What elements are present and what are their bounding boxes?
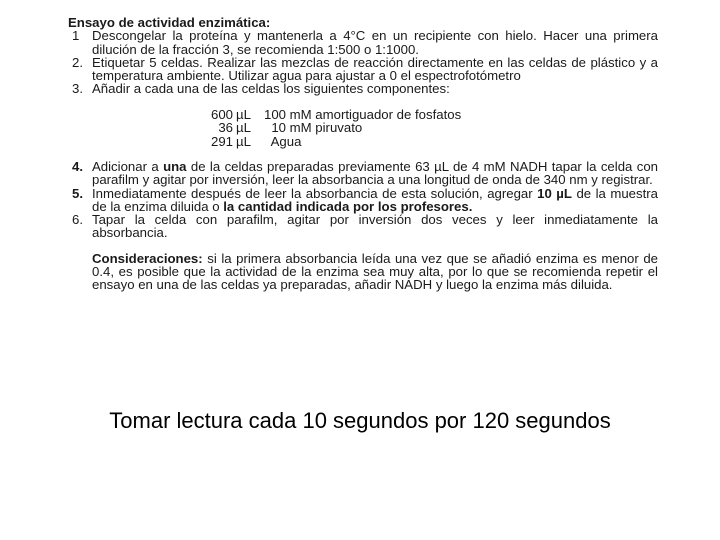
reagent-row <box>195 135 461 148</box>
step-6 <box>68 213 658 240</box>
reagent-amount: 36 <box>218 120 233 136</box>
reagent-unit: µL <box>236 133 251 149</box>
reagent-description: 100 mM amortiguador de fosfatos <box>264 106 462 122</box>
step-1 <box>68 29 658 56</box>
step-text-mid: de la muestra de la enzima diluida o <box>92 185 658 214</box>
step-number: 6. <box>72 212 83 228</box>
protocol-title: Ensayo de actividad enzimática: <box>68 15 271 30</box>
reagent-row <box>195 108 461 121</box>
reagent-unit: µL <box>236 106 251 122</box>
considerations-text: si la primera absorbancia leída una vez que se añadió enzima es menor de 0.4, es posible que la actividad de la enzima sea muy alta, por lo que se recomienda repetir el ensayo en una de las celdas ya preparadas, añadir NADH y luego la enzima más diluida. <box>92 250 658 293</box>
protocol-document <box>68 16 658 292</box>
reagent-table <box>195 108 461 148</box>
step-4 <box>68 160 658 187</box>
step-number: 4. <box>72 159 83 174</box>
step-text: Añadir a cada una de las celdas los siguientes componentes: <box>92 81 450 97</box>
step-number: 2. <box>72 54 83 70</box>
step-text: Etiquetar 5 celdas. Realizar las mezclas de reacción directamente en las celdas de plástico y a temperatura ambiente. Utilizar agua para ajustar a 0 el espectrofotómetro <box>92 54 658 84</box>
step-text-emphasis: una <box>163 159 187 174</box>
step-text-pre: Inmediatamente después de leer la absorbancia de esta solución, agregar <box>92 185 538 201</box>
reagent-amount: 600 <box>210 106 233 122</box>
step-number: 3. <box>72 81 83 97</box>
step-text-pre: Adicionar a <box>92 159 164 174</box>
step-number: 5. <box>72 185 83 201</box>
step-text-emphasis: 10 µL <box>537 185 572 201</box>
considerations-note <box>68 252 658 292</box>
step-number: 1 <box>72 28 80 44</box>
step-text-emphasis: la cantidad indicada por los profesores. <box>223 198 473 214</box>
reagent-description: Agua <box>264 133 302 149</box>
step-text: Tapar la celda con parafilm, agitar por inversión dos veces y leer inmediatamente la absorbancia. <box>92 212 658 241</box>
reagent-row <box>195 121 461 134</box>
step-text: Descongelar la proteína y mantenerla a 4°C en un recipiente con hielo. Hacer una primera dilución de la fracción 3, se recomienda 1:500 o 1:1000. <box>92 28 658 57</box>
step-5 <box>68 187 658 214</box>
reagent-description: 10 mM piruvato <box>264 120 363 136</box>
reading-instruction: Tomar lectura cada 10 segundos por 120 segundos <box>109 408 611 433</box>
reagent-unit: µL <box>236 120 251 136</box>
considerations-label: Consideraciones: <box>92 250 203 266</box>
step-2 <box>68 56 658 83</box>
reagent-amount: 291 <box>210 133 233 149</box>
step-3 <box>68 82 658 95</box>
step-text-post: de la celdas preparadas previamente 63 µL de 4 mM NADH tapar la celda con parafilm y agitar por inversión, leer la absorbancia a una longitud de onda de 340 nm y registrar. <box>92 159 658 188</box>
